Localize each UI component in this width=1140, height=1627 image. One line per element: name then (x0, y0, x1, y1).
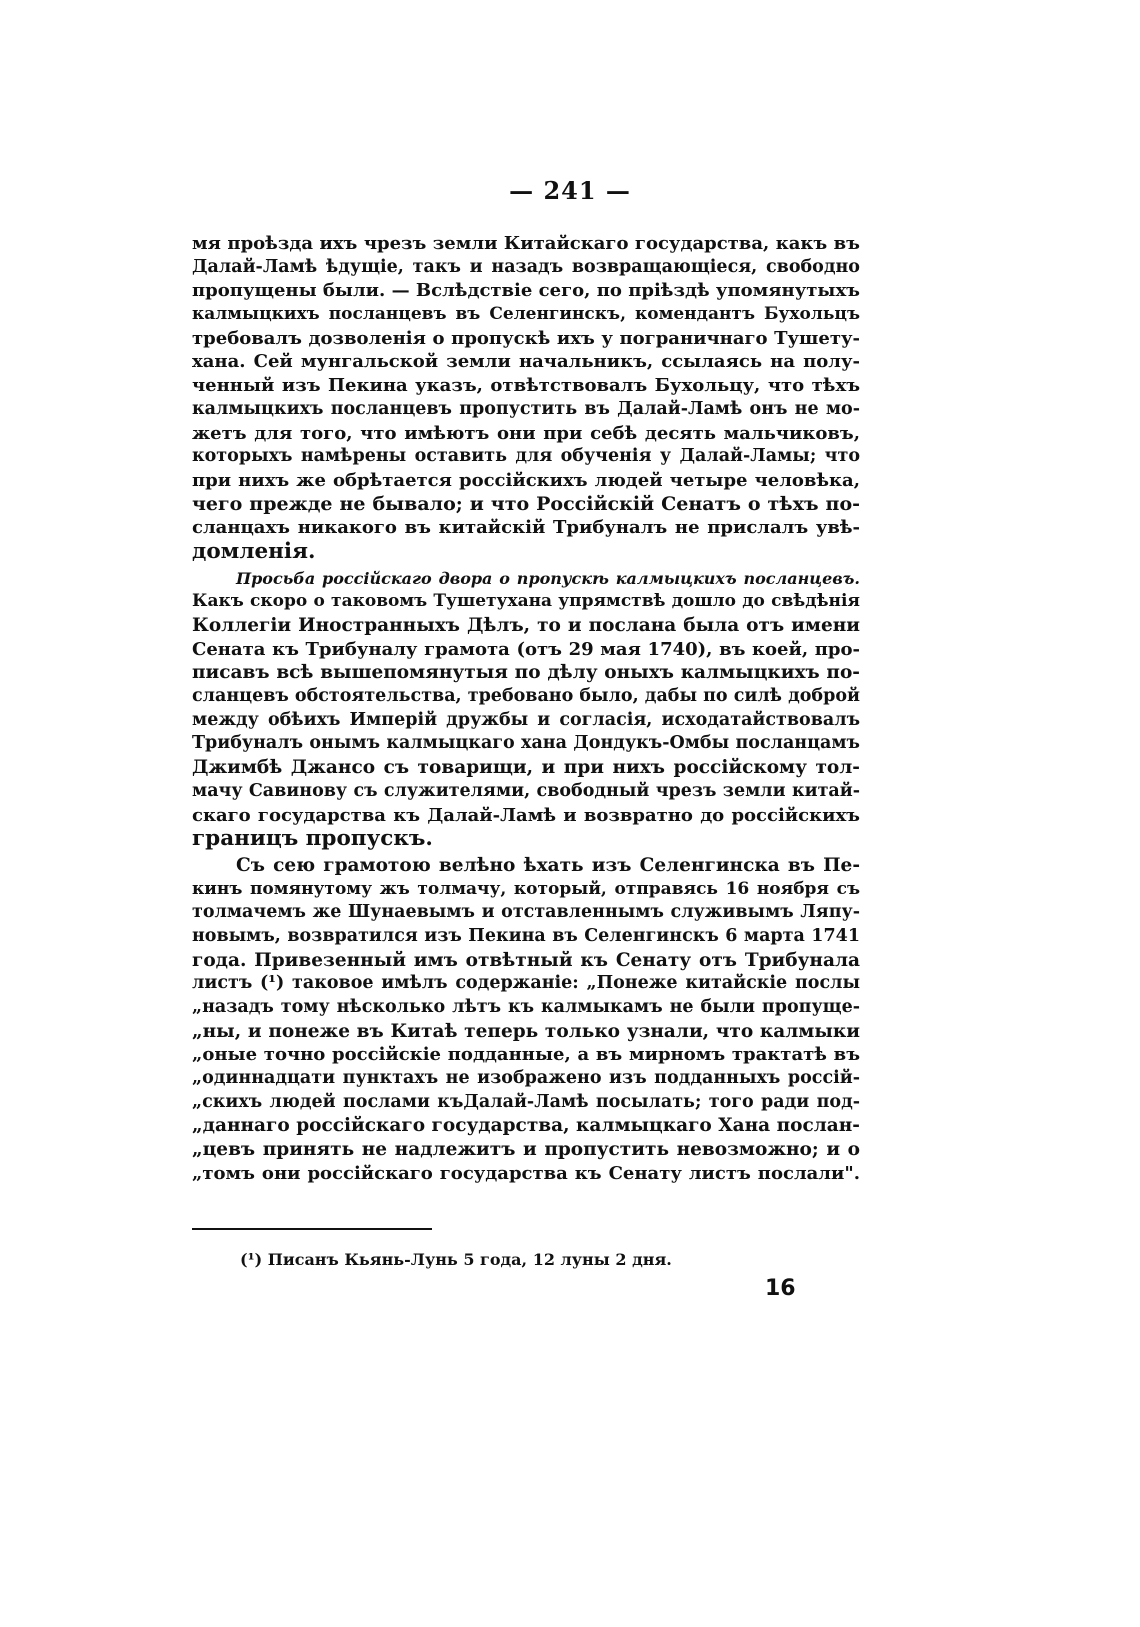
text-line: чего прежде не бывало; и что Россійскій Сенатъ о тѣхъ по- (192, 492, 860, 515)
text-line: „даннаго россійскаго государства, калмыцкаго Хана послан- (192, 1115, 860, 1137)
text-line: при нихъ же обрѣтается россійскихъ людей четыре человѣка, (192, 469, 860, 491)
text-line: „скихъ людей послами къДалай-Ламѣ посылать; того ради под- (192, 1091, 860, 1112)
text-line: „томъ они россійскаго государства къ Сенату листъ послали". (192, 1162, 860, 1184)
text-line: Съ сею грамотою велѣно ѣхать изъ Селенгинска въ Пе- (236, 854, 860, 876)
text-line: мя проѣзда ихъ чрезъ земли Китайскаго государства, какъ въ (192, 233, 860, 254)
text-line: калмыцкихъ посланцевъ въ Селенгинскъ, комендантъ Бухольцъ (192, 304, 860, 325)
text-line: Какъ скоро о таковомъ Тушетухана упрямствѣ дошло до свѣдѣнія (192, 591, 860, 612)
text-line: Далай-Ламѣ ѣдущіе, такъ и назадъ возвращающіеся, свободно (192, 256, 860, 277)
body-text (192, 232, 860, 1186)
text-line: между обѣихъ Имперій дружбы и согласія, исходатайствовалъ (192, 709, 860, 730)
text-line: кинъ помянутому жъ толмачу, который, отправясь 16 ноября съ (192, 878, 860, 899)
footnote: (¹) Писанъ Кьянь-Лунь 5 года, 12 луны 2 дня. (240, 1250, 672, 1269)
text-line: жетъ для того, что имѣютъ они при себѣ десять мальчиковъ, (192, 422, 860, 444)
text-line: Сената къ Трибуналу грамота (отъ 29 мая 1740), въ коей, про- (192, 638, 860, 660)
signature-mark: 16 (765, 1276, 796, 1301)
text-line: Просьба россійскаго двора о пропускѣ калмыцкихъ посланцевъ. (236, 568, 860, 588)
text-line: новымъ, возвратился изъ Пекина въ Селенгинскъ 6 марта 1741 (192, 925, 860, 946)
text-line: „одиннадцати пунктахъ не изображено изъ подданныхъ россій- (192, 1068, 860, 1089)
text-line: мачу Савинову съ служителями, свободный чрезъ земли китай- (192, 780, 860, 801)
text-line: сланцахъ никакого въ китайскій Трибуналъ не прислалъ увѣ- (192, 517, 860, 539)
text-line: писавъ всѣ вышепомянутыя по дѣлу оныхъ калмыцкихъ по- (192, 662, 860, 684)
text-line: Коллегіи Иностранныхъ Дѣлъ, то и послана была отъ имени (192, 615, 860, 636)
text-line: хана. Сей мунгальской земли начальникъ, ссылаясь на полу- (192, 351, 860, 373)
text-line: листъ (¹) таковое имѣлъ содержаніе: „Понеже китайскіе послы (192, 973, 860, 994)
text-line: калмыцкихъ посланцевъ пропустить въ Далай-Ламѣ онъ не мо- (192, 398, 860, 419)
text-line: Трибуналъ онымъ калмыцкаго хана Дондукъ-Омбы посланцамъ (192, 733, 860, 754)
footnote-rule (192, 1228, 432, 1230)
text-line: года. Привезенный имъ отвѣтный къ Сенату отъ Трибунала (192, 949, 860, 971)
text-line: скаго государства къ Далай-Ламѣ и возвратно до россійскихъ (192, 804, 860, 826)
text-line: границъ пропускъ. (192, 827, 433, 851)
text-line: пропущены были. — Вслѣдствіе сего, по пріѣздѣ упомянутыхъ (192, 280, 860, 302)
text-line: требовалъ дозволенія о пропускѣ ихъ у пограничнаго Тушету- (192, 327, 860, 349)
text-line: ченный изъ Пекина указъ, отвѣтствовалъ Бухольцу, что тѣхъ (192, 375, 860, 397)
text-line: „назадъ тому нѣсколько лѣтъ къ калмыкамъ не были пропуще- (192, 997, 860, 1017)
text-line: Джимбѣ Джансо съ товарищи, и при нихъ россійскому тол- (192, 757, 860, 779)
text-line: „оные точно россійскіе подданные, а въ мирномъ трактатѣ въ (192, 1044, 860, 1066)
text-line: сланцевъ обстоятельства, требовано было, дабы по силѣ доброй (192, 686, 860, 707)
text-line: „цевъ принять не надлежитъ и пропустить невозможно; и о (192, 1139, 860, 1161)
text-line: толмачемъ же Шунаевымъ и отставленнымъ служивымъ Ляпу- (192, 902, 860, 923)
text-line: „ны, и понеже въ Китаѣ теперь только узнали, что калмыки (192, 1020, 860, 1042)
text-line: домленія. (192, 539, 316, 564)
text-line: которыхъ намѣрены оставить для обученія у Далай-Ламы; что (192, 446, 860, 467)
page-number: — 241 — (509, 176, 631, 205)
